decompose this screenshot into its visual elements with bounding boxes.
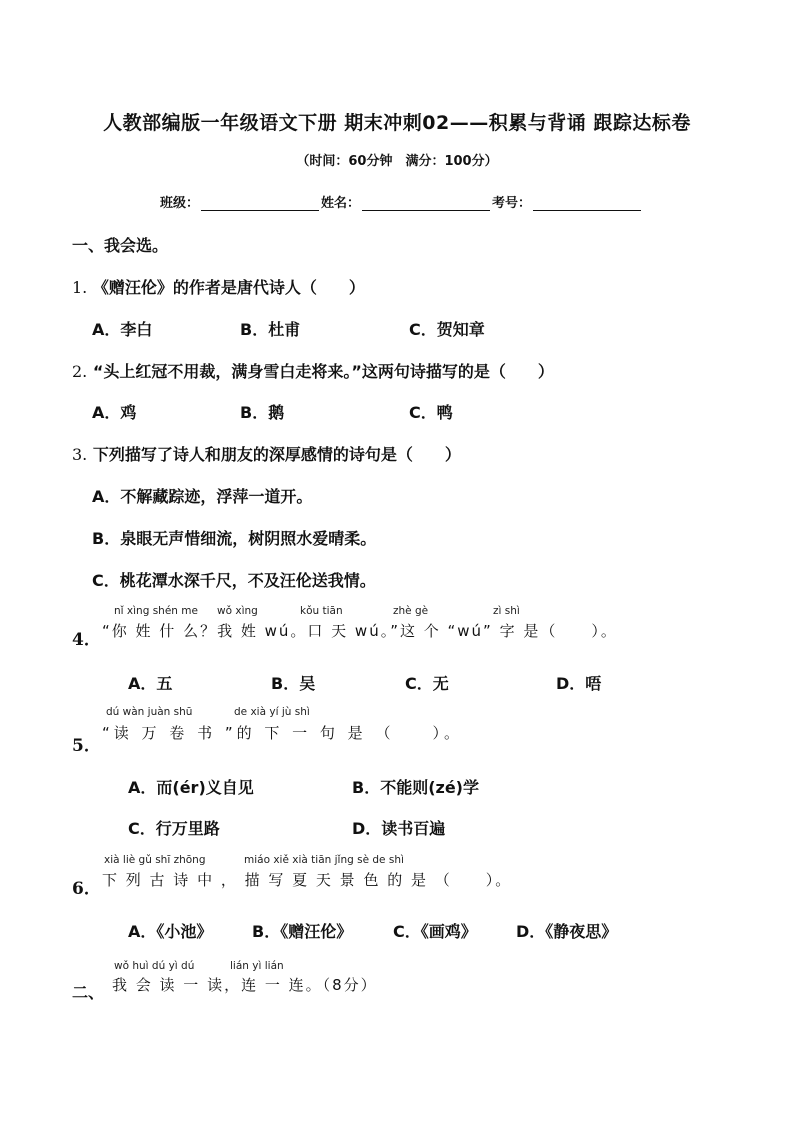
question-5-text: “读 万 卷 书 ”的 下 一 句 是 （ ）。 bbox=[102, 724, 463, 742]
section2-pinyin-1: wǒ huì dú yì dú bbox=[114, 960, 195, 972]
q5-pinyin-2: de xià yí jù shì bbox=[234, 706, 310, 718]
question-3-number: 3. bbox=[72, 445, 88, 464]
q4-option-d[interactable]: D．唔 bbox=[556, 674, 602, 693]
section2-heading: 我 会 读 一 读，连 一 连。（8分） bbox=[112, 976, 378, 994]
question-4-text: “你 姓 什 么？我 姓 wú。口 天 wú。”这 个 “wú” 字 是（ ）。 bbox=[102, 622, 618, 640]
question-3 bbox=[72, 442, 461, 465]
q4-pinyin-2: wǒ xìng bbox=[217, 605, 258, 617]
question-2-number: 2. bbox=[72, 362, 88, 381]
q5-option-a[interactable]: A．而(ér)义自见 bbox=[128, 778, 254, 797]
class-label: 班级： bbox=[160, 196, 200, 211]
question-1 bbox=[72, 275, 365, 298]
q4-option-a[interactable]: A．五 bbox=[128, 674, 173, 693]
student-info-row bbox=[160, 192, 643, 211]
q5-pinyin-1: dú wàn juàn shū bbox=[106, 706, 193, 718]
question-2 bbox=[72, 359, 554, 382]
class-blank[interactable] bbox=[201, 196, 319, 211]
name-blank[interactable] bbox=[362, 196, 490, 211]
q4-pinyin-5: zì shì bbox=[493, 605, 520, 617]
question-5-number: 5． bbox=[72, 736, 101, 756]
q2-option-c[interactable]: C．鸭 bbox=[409, 403, 453, 422]
question-3-text: 下列描写了诗人和朋友的深厚感情的诗句是（ ） bbox=[92, 445, 461, 464]
q6-pinyin-1: xià liè gǔ shī zhōng bbox=[104, 854, 206, 866]
q3-option-c[interactable]: C．桃花潭水深千尺，不及汪伦送我情。 bbox=[92, 571, 376, 590]
q2-option-b[interactable]: B．鹅 bbox=[240, 403, 285, 422]
q1-option-a[interactable]: A．李白 bbox=[92, 320, 153, 339]
exam-no-label: 考号： bbox=[492, 196, 532, 211]
q5-option-c[interactable]: C．行万里路 bbox=[128, 819, 220, 838]
q6-option-b[interactable]: B．《赠汪伦》 bbox=[252, 922, 353, 941]
q4-option-b[interactable]: B．吴 bbox=[271, 674, 316, 693]
page-title: 人教部编版一年级语文下册 期末冲刺02——积累与背诵 跟踪达标卷 bbox=[103, 112, 691, 134]
q1-option-b[interactable]: B．杜甫 bbox=[240, 320, 301, 339]
q6-pinyin-2: miáo xiě xià tiān jǐng sè de shì bbox=[244, 854, 404, 866]
q5-option-b[interactable]: B．不能则(zé)学 bbox=[352, 778, 479, 797]
question-6-number: 6． bbox=[72, 879, 101, 899]
q3-option-b[interactable]: B．泉眼无声惜细流，树阴照水爱晴柔。 bbox=[92, 529, 377, 548]
q3-option-a[interactable]: A．不解藏踪迹，浮萍一道开。 bbox=[92, 487, 313, 506]
exam-no-blank[interactable] bbox=[533, 196, 641, 211]
q6-option-d[interactable]: D．《静夜思》 bbox=[516, 922, 618, 941]
question-2-text: “头上红冠不用裁，满身雪白走将来。”这两句诗描写的是（ ） bbox=[92, 362, 554, 381]
exam-meta: （时间：60分钟 满分：100分） bbox=[296, 154, 498, 169]
q4-pinyin-4: zhè gè bbox=[393, 605, 429, 617]
q2-option-a[interactable]: A．鸡 bbox=[92, 403, 137, 422]
question-1-number: 1. bbox=[72, 278, 88, 297]
q4-pinyin-1: nǐ xìng shén me bbox=[114, 605, 198, 617]
question-6-text: 下 列 古 诗 中 ， 描 写 夏 天 景 色 的 是 （ ）。 bbox=[102, 871, 513, 889]
q1-option-c[interactable]: C．贺知章 bbox=[409, 320, 485, 339]
q4-option-c[interactable]: C．无 bbox=[405, 674, 449, 693]
section2-number: 二、 bbox=[72, 983, 105, 1002]
section1-heading: 一、我会选。 bbox=[72, 236, 169, 255]
question-1-text: 《赠汪伦》的作者是唐代诗人（ ） bbox=[92, 278, 365, 297]
section2-pinyin-2: lián yì lián bbox=[230, 960, 284, 972]
question-4-number: 4． bbox=[72, 630, 101, 650]
q4-pinyin-3: kǒu tiān bbox=[300, 605, 343, 617]
name-label: 姓名： bbox=[321, 196, 361, 211]
q6-option-c[interactable]: C．《画鸡》 bbox=[393, 922, 477, 941]
q6-option-a[interactable]: A．《小池》 bbox=[128, 922, 213, 941]
q5-option-d[interactable]: D．读书百遍 bbox=[352, 819, 446, 838]
